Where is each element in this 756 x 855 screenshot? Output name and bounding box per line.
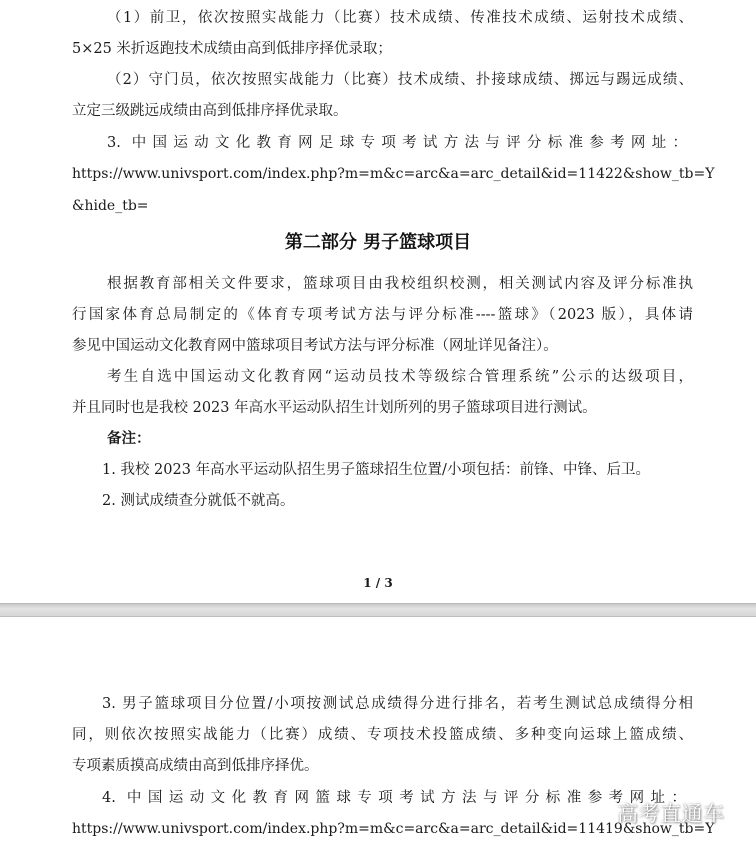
para1-line2: 5×25 米折返跑技术成绩由高到低排序择优录取；	[72, 41, 392, 57]
para2-line2: 立定三级跳远成绩由高到低排序择优录取。	[72, 103, 348, 119]
para1-line1: （1）前卫，依次按照实战能力（比赛）技术成绩、传准技术成绩、运射技术成绩、	[107, 10, 693, 26]
self-select-line1: 考生自选中国运动文化教育网“运动员技术等级综合管理系统”公示的达级项目，	[107, 369, 693, 385]
intro-line2: 行国家体育总局制定的《体育专项考试方法与评分标准----篮球》（2023 版），具体请	[72, 307, 693, 323]
remark3-line2: 同，则依次按照实战能力（比赛）成绩、专项技术投篮成绩、多种变向运球上篮成绩、	[72, 727, 693, 743]
remark3-line1: 3. 男子篮球项目分位置/小项按测试总成绩得分进行排名，若考生测试总成绩得分相	[102, 696, 693, 712]
intro-line1: 根据教育部相关文件要求，篮球项目由我校组织校测，相关测试内容及评分标准执	[107, 276, 693, 292]
watermark-text: 高考直通车	[617, 802, 725, 826]
remark4-line1: 4. 中国运动文化教育网篮球专项考试方法与评分标准参考网址：	[102, 790, 686, 806]
remarks-label: 备注：	[107, 430, 151, 447]
para2-line1: （2）守门员，依次按照实战能力（比赛）技术成绩、扑接球成绩、掷远与踢远成绩、	[107, 72, 693, 88]
self-select-line2: 并且同时也是我校 2023 年高水平运动队招生计划所列的男子篮球项目进行测试。	[72, 400, 597, 416]
football-url-line1: https://www.univsport.com/index.php?m=m&c=arc&a=arc_detail&id=11422&show_tb=Y	[72, 166, 715, 182]
remark3-line3: 专项素质摸高成绩由高到低排序择优。	[72, 758, 319, 774]
football-url-line2: &hide_tb=	[72, 198, 149, 214]
para3-line1: 3. 中国运动文化教育网足球专项考试方法与评分标准参考网址：	[107, 135, 687, 151]
intro-line3: 参见中国运动文化教育网中篮球项目考试方法与评分标准（网址详见备注）。	[72, 338, 558, 354]
page-separator	[0, 603, 756, 617]
remark-item-2: 2. 测试成绩查分就低不就高。	[102, 493, 295, 509]
remark-item-1: 1. 我校 2023 年高水平运动队招生男子篮球招生位置/小项包括：前锋、中锋、后卫。	[102, 462, 650, 478]
section-title: 第二部分 男子篮球项目	[284, 232, 472, 253]
page-number: 1 / 3	[363, 576, 393, 590]
basketball-url-line1: https://www.univsport.com/index.php?m=m&c=arc&a=arc_detail&id=11419&show_tb=Y	[72, 821, 715, 837]
